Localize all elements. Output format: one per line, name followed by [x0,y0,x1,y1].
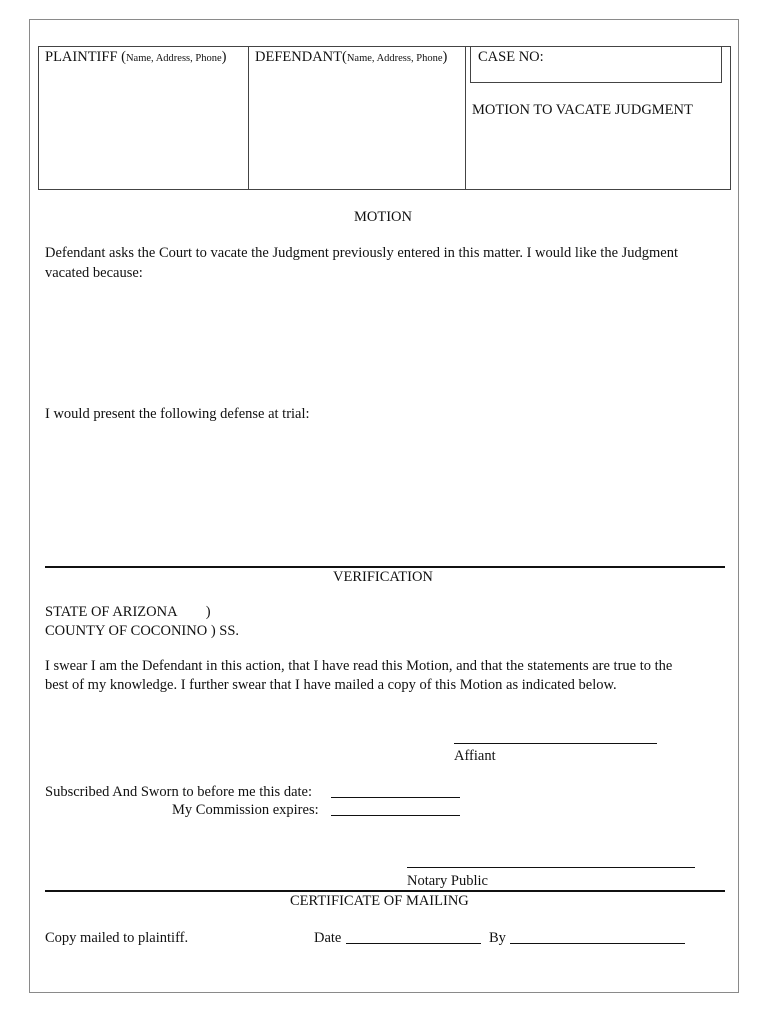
defendant-label: DEFENDANT(Name, Address, Phone) [255,49,448,65]
case-number-label: CASE NO: [478,49,544,65]
motion-paragraph-line-2: vacated because: [45,265,143,281]
motion-heading: MOTION [354,209,412,225]
affiant-label: Affiant [454,748,496,764]
mailing-date-line[interactable] [346,943,481,944]
subscribed-date-line[interactable] [331,797,460,798]
plaintiff-label: PLAINTIFF (Name, Address, Phone) [45,49,227,65]
oath-line-2: best of my knowledge. I further swear that I have mailed a copy of this Motion as indicated below. [45,677,617,693]
oath-line-1: I swear I am the Defendant in this action, that I have read this Motion, and that the statements are true to the [45,658,673,674]
section-divider-certificate [45,890,725,892]
by-label: By [489,930,506,946]
mailing-by-line[interactable] [510,943,685,944]
caption-divider-2 [465,46,466,190]
commission-date-line[interactable] [331,815,460,816]
section-divider-verification [45,566,725,568]
notary-label: Notary Public [407,873,488,889]
notary-signature-line[interactable] [407,867,695,868]
motion-paragraph-line-1: Defendant asks the Court to vacate the Judgment previously entered in this matter. I would like the Judgment [45,245,679,261]
date-label: Date [314,930,342,946]
caption-divider-1 [248,46,249,190]
state-line: STATE OF ARIZONA ) [45,604,211,620]
subscribed-label: Subscribed And Sworn to before me this date: [45,784,312,800]
commission-label: My Commission expires: [172,802,319,818]
county-line: COUNTY OF COCONINO ) SS. [45,623,240,639]
copy-mailed-label: Copy mailed to plaintiff. [45,930,189,946]
affiant-signature-line[interactable] [454,743,657,744]
certificate-heading: CERTIFICATE OF MAILING [290,893,469,909]
defense-prompt: I would present the following defense at trial: [45,406,310,422]
verification-heading: VERIFICATION [333,569,433,585]
document-title: MOTION TO VACATE JUDGMENT [472,102,693,118]
